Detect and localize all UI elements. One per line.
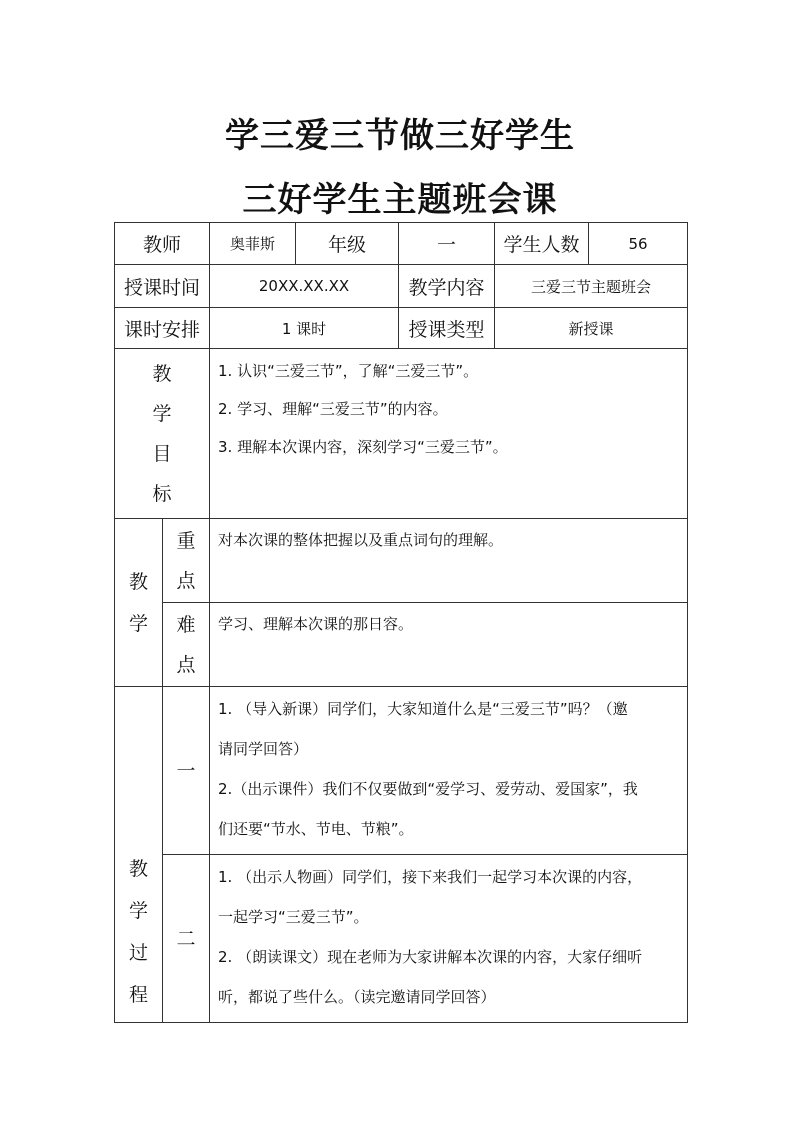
- page-subtitle: 三好学生主题班会课: [242, 180, 558, 220]
- table-row: [115, 223, 688, 265]
- time-value: 20XX.XX.XX: [210, 265, 399, 308]
- hours-value: 1 课时: [210, 308, 399, 349]
- list-item: 1. 认识“三爱三节”，了解“三爱三节”。: [218, 362, 479, 380]
- lesson-plan-table: [114, 222, 688, 1023]
- teacher-label: 教师: [115, 223, 210, 265]
- students-label: 学生人数: [495, 223, 589, 265]
- process-label: 教 学 过 程: [115, 687, 163, 1023]
- key-point-text: 对本次课的整体把握以及重点词句的理解。: [210, 519, 688, 603]
- key-point-row: [115, 519, 688, 603]
- key-point-label: 重 点: [163, 519, 210, 603]
- grade-label: 年级: [296, 223, 399, 265]
- objectives-row: [115, 349, 688, 519]
- process-step-one-row: [115, 687, 688, 855]
- content-value: 三爱三节主题班会: [495, 265, 688, 308]
- table-row: [115, 308, 688, 349]
- students-value: 56: [589, 223, 688, 265]
- objectives-label: 教 学 目 标: [115, 349, 210, 519]
- time-label: 授课时间: [115, 265, 210, 308]
- process-step-two-label: 二: [163, 855, 210, 1023]
- process-step-one-text: 1. （导入新课）同学们，大家知道什么是“三爱三节”吗？（邀 请同学回答） 2.（出示课件）我们不仅要做到“爱学习、爱劳动、爱国家”，我 们还要“节水、节电、节粮”。: [210, 687, 688, 855]
- type-label: 授课类型: [399, 308, 495, 349]
- content-label: 教学内容: [399, 265, 495, 308]
- focus-group-label: 教 学: [115, 519, 163, 687]
- hours-label: 课时安排: [115, 308, 210, 349]
- difficult-point-row: [115, 603, 688, 687]
- list-item: 2. 学习、理解“三爱三节”的内容。: [218, 400, 448, 418]
- type-value: 新授课: [495, 308, 688, 349]
- process-step-two-text: 1. （出示人物画）同学们，接下来我们一起学习本次课的内容， 一起学习“三爱三节”。 2. （朗读课文）现在老师为大家讲解本次课的内容，大家仔细听 听，都说了些什么。（读完邀请同学回答）: [210, 855, 688, 1023]
- process-step-two-row: [115, 855, 688, 1023]
- process-step-one-label: 一: [163, 687, 210, 855]
- list-item: 3. 理解本次课内容，深刻学习“三爱三节”。: [218, 438, 508, 456]
- difficult-point-text: 学习、理解本次课的那日容。: [210, 603, 688, 687]
- grade-value: 一: [399, 223, 495, 265]
- table-row: [115, 265, 688, 308]
- page-title: 学三爱三节做三好学生: [225, 116, 575, 156]
- difficult-point-label: 难 点: [163, 603, 210, 687]
- objectives-text: [210, 349, 688, 519]
- teacher-value: 奥菲斯: [210, 223, 296, 265]
